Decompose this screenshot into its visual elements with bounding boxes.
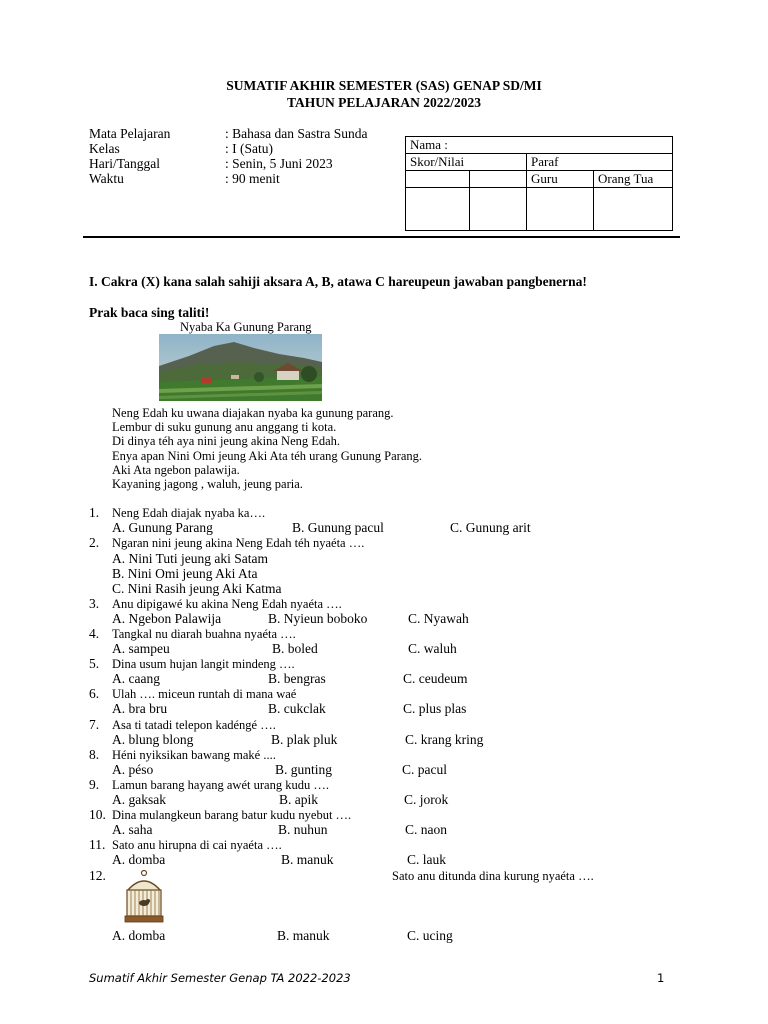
skor-subcell — [406, 171, 470, 188]
option-b[interactable]: B. apik — [279, 792, 318, 807]
story-text — [112, 406, 422, 491]
question-number: 7. — [89, 717, 100, 732]
story-line: Neng Edah ku uwana diajakan nyaba ka gunung parang. — [112, 406, 394, 420]
story-title: Nyaba Ka Gunung Parang — [180, 320, 312, 334]
option-c[interactable]: C. Nini Rasih jeung Aki Katma — [112, 581, 282, 596]
info-label: Waktu — [89, 171, 124, 186]
option-a[interactable]: A. sampeu — [112, 641, 170, 656]
nama-field[interactable]: Nama : — [406, 137, 673, 154]
option-b[interactable]: B. cukclak — [268, 701, 326, 716]
guru-sign-entry[interactable] — [527, 188, 594, 231]
story-line: Kayaning jagong , waluh, jeung paria. — [112, 477, 303, 492]
option-b[interactable]: B. nuhun — [278, 822, 328, 837]
option-c[interactable]: C. waluh — [408, 641, 457, 656]
option-a[interactable]: A. domba — [112, 928, 166, 943]
nilai-entry[interactable] — [470, 188, 527, 231]
option-c[interactable]: C. ceudeum — [403, 671, 468, 686]
question-text: Asa ti tatadi telepon kadéngé …. — [112, 718, 276, 732]
option-b[interactable]: B. Gunung pacul — [292, 520, 384, 535]
option-a[interactable]: A. Ngebon Palawija — [112, 611, 222, 626]
nilai-subcell — [470, 171, 527, 188]
option-c[interactable]: C. Gunung arit — [450, 520, 531, 535]
question-text: Ngaran nini jeung akina Neng Edah téh nyaéta …. — [112, 536, 365, 550]
option-a[interactable]: A. caang — [112, 671, 160, 686]
option-a[interactable]: A. domba — [112, 852, 166, 867]
question-number: 8. — [89, 747, 100, 762]
doc-title: SUMATIF AKHIR SEMESTER (SAS) GENAP SD/MI — [226, 78, 542, 93]
read-carefully: Prak baca sing taliti! — [89, 305, 210, 320]
story-line: Aki Ata ngebon palawija. — [112, 462, 240, 477]
question-text: Neng Edah diajak nyaba ka…. — [112, 506, 266, 520]
question-text: Sato anu ditunda dina kurung nyaéta …. — [392, 869, 594, 883]
option-a[interactable]: A. bra bru — [112, 701, 168, 716]
option-c[interactable]: C. lauk — [407, 852, 446, 867]
question-number: 11. — [89, 837, 106, 852]
question-number: 1. — [89, 505, 100, 520]
page-number: 1 — [657, 971, 665, 985]
info-labels — [89, 126, 170, 186]
question-number: 5. — [89, 656, 100, 671]
info-label: Hari/Tanggal — [89, 156, 161, 171]
question-number: 10. — [89, 807, 106, 822]
option-b[interactable]: B. manuk — [277, 928, 330, 943]
guru-label: Guru — [527, 171, 594, 188]
info-label: Kelas — [89, 141, 120, 156]
story-line: Di dinya téh aya nini jeung akina Neng Edah. — [112, 434, 341, 449]
mountain-landscape-image — [159, 334, 322, 401]
option-c[interactable]: C. jorok — [404, 792, 449, 807]
option-b[interactable]: B. Nini Omi jeung Aki Ata — [112, 566, 258, 581]
option-a[interactable]: A. Gunung Parang — [112, 520, 213, 535]
option-c[interactable]: C. krang kring — [405, 732, 484, 747]
info-value: : Senin, 5 Juni 2023 — [225, 156, 333, 171]
question-text: Héni nyiksikan bawang maké .... — [112, 748, 276, 762]
option-b[interactable]: B. manuk — [281, 852, 334, 867]
story-line: Lembur di suku gunung anu anggang ti kota. — [112, 420, 337, 435]
question-text: Dina usum hujan langit mindeng …. — [112, 657, 295, 671]
skor-label: Skor/Nilai — [406, 154, 527, 171]
question-number: 2. — [89, 535, 100, 550]
section-instruction: I. Cakra (X) kana salah sahiji aksara A, B, atawa C hareupeun jawaban pangbenerna! — [89, 274, 587, 289]
option-b[interactable]: B. plak pluk — [271, 732, 338, 747]
question-text: Lamun barang hayang awét urang kudu …. — [112, 778, 329, 792]
option-b[interactable]: B. Nyieun boboko — [268, 611, 368, 626]
option-c[interactable]: C. ucing — [407, 928, 453, 943]
question-number: 12. — [89, 868, 106, 883]
footer-text: Sumatif Akhir Semester Genap TA 2022-2023 — [89, 971, 351, 985]
option-a[interactable]: A. gaksak — [112, 792, 166, 807]
question-text: Tangkal nu diarah buahna nyaéta …. — [112, 627, 296, 641]
option-a[interactable]: A. blung blong — [112, 732, 194, 747]
orang-tua-sign-entry[interactable] — [594, 188, 673, 231]
header-divider — [83, 236, 680, 238]
skor-entry[interactable] — [406, 188, 470, 231]
info-value: : 90 menit — [225, 171, 280, 186]
info-values — [225, 126, 367, 186]
info-value: : I (Satu) — [225, 141, 273, 156]
birdcage-image — [122, 870, 166, 924]
option-a[interactable]: A. saha — [112, 822, 153, 837]
story-line: Enya apan Nini Omi jeung Aki Ata téh urang Gunung Parang. — [112, 448, 423, 463]
question-text: Dina mulangkeun barang batur kudu nyebut …. — [112, 808, 352, 822]
score-box — [405, 136, 673, 231]
option-b[interactable]: B. boled — [272, 641, 318, 656]
question-text: Anu dipigawé ku akina Neng Edah nyaéta …. — [112, 597, 342, 611]
question-number: 3. — [89, 596, 100, 611]
option-b[interactable]: B. gunting — [275, 762, 333, 777]
option-a[interactable]: A. péso — [112, 762, 154, 777]
option-c[interactable]: C. naon — [405, 822, 447, 837]
question-text: Ulah …. miceun runtah di mana waé — [112, 687, 297, 701]
option-c[interactable]: C. pacul — [402, 762, 447, 777]
option-c[interactable]: C. plus plas — [403, 701, 467, 716]
option-a[interactable]: A. Nini Tuti jeung aki Satam — [112, 551, 269, 566]
paraf-label: Paraf — [527, 154, 673, 171]
question-number: 4. — [89, 626, 100, 641]
question-number: 6. — [89, 686, 100, 701]
question-number: 9. — [89, 777, 100, 792]
orang-tua-label: Orang Tua — [594, 171, 673, 188]
option-b[interactable]: B. bengras — [268, 671, 326, 686]
question-text: Sato anu hirupna di cai nyaéta …. — [112, 838, 282, 852]
doc-subtitle: TAHUN PELAJARAN 2022/2023 — [286, 95, 481, 110]
option-c[interactable]: C. Nyawah — [408, 611, 469, 626]
info-value: : Bahasa dan Sastra Sunda — [225, 126, 368, 141]
info-label: Mata Pelajaran — [89, 126, 171, 141]
